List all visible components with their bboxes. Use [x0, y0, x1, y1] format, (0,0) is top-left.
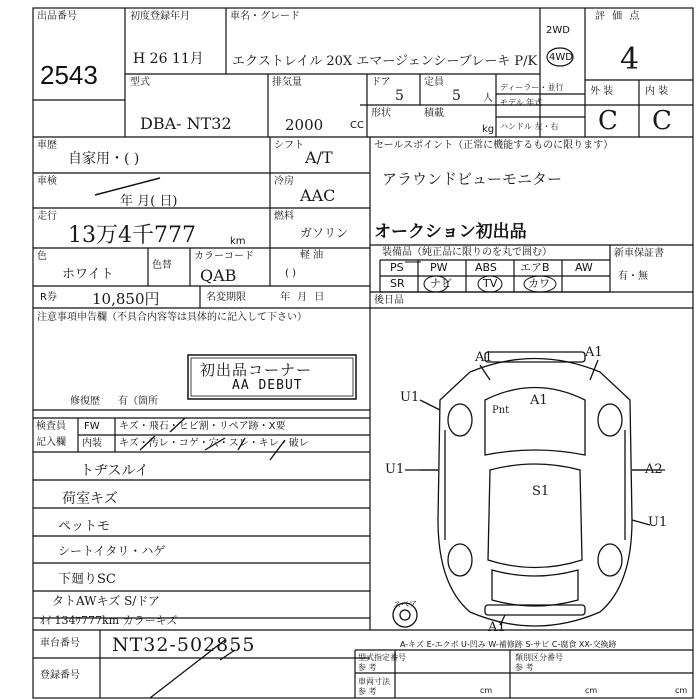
first-registration-label: 初度登録年月	[130, 11, 190, 22]
handle-label: ハンドル 左・右	[500, 122, 559, 131]
dealer-label: ディーラー・並行	[500, 83, 564, 92]
equip-kawa: カワ	[528, 277, 550, 290]
damage-legend: A-キズ E-エクボ U-凹み W-補修跡 S-サビ C-腐食 XX-交換跡	[400, 640, 617, 649]
model-year-label: モデル 年式	[500, 98, 543, 107]
mark-right-door: A2	[645, 462, 663, 477]
dimension-cm-1: cm	[480, 686, 493, 695]
equip-navi: ナビ	[430, 277, 452, 290]
equipment-label: 装備品（純正品に限りのを丸で囲む）	[382, 247, 552, 258]
shape-label: 形状	[371, 108, 391, 119]
drive-2wd: 2WD	[546, 25, 570, 36]
capacity-value: 5	[452, 88, 461, 104]
color-label: 色	[37, 251, 47, 262]
inspector-interior-label: 内装	[82, 438, 102, 449]
shift-value: A/T	[305, 148, 333, 167]
mileage-value: 13万4千777	[68, 223, 196, 248]
load-label: 積載	[424, 108, 444, 119]
doors-label: ドア	[371, 77, 391, 88]
color-code-label: カラーコード	[194, 251, 254, 262]
fuel-other: 軽 油	[300, 250, 324, 261]
model-label: 型式	[130, 77, 150, 88]
inspector-note-7: ｵｲ 134ﾜ777km カラーキズ	[40, 614, 178, 627]
history-value: 自家用・( )	[68, 151, 140, 167]
shaken-label: 車検	[37, 176, 57, 187]
capacity-unit: 人	[483, 93, 493, 104]
type-spec-label: 型式指定番号	[358, 653, 406, 662]
mark-roof: S1	[532, 484, 550, 499]
repair-history-value: 有（箇所	[118, 396, 158, 407]
dimension-cm-3: cm	[675, 686, 688, 695]
fuel-value: ガソリン	[300, 226, 349, 240]
type-class-ref: 参 考	[515, 663, 534, 672]
exterior-label: 外 装	[590, 86, 614, 97]
ac-label: 冷房	[274, 176, 294, 187]
color-value: ホワイト	[62, 267, 114, 282]
sales-point-value: アラウンドビューモニター	[382, 170, 563, 188]
rating-label: 評 価 点	[595, 11, 642, 22]
chassis-value: NT32-502855	[112, 634, 256, 656]
equip-aw: AW	[575, 261, 593, 274]
chassis-label: 車台番号	[40, 638, 80, 649]
inspector-note-3: ペットモ	[58, 519, 111, 534]
notes-label: 注意事項申告欄（不具合内容等は具体的に記入して下さい）	[37, 312, 307, 323]
interior-label: 内 装	[645, 86, 669, 97]
shaken-value: 年 月( 日)	[120, 194, 178, 209]
dimension-ref: 参 考	[358, 687, 377, 696]
equip-airbag: エアB	[520, 261, 550, 274]
inspector-fw-label: FW	[84, 421, 100, 432]
mark-rear: A1	[488, 620, 506, 635]
dimension-cm-2: cm	[585, 686, 598, 695]
mileage-label: 走行	[37, 211, 57, 222]
mileage-unit: km	[230, 236, 246, 247]
mark-right-rear: U1	[648, 515, 668, 530]
type-class-label: 類別区分番号	[515, 653, 563, 662]
drive-4wd: 4WD	[549, 52, 573, 63]
history-label: 車歴	[37, 140, 57, 151]
mark-paint: Pnt	[492, 405, 510, 416]
color-change-label: 色替	[152, 260, 172, 271]
load-unit: kg	[482, 124, 495, 135]
inspector-note-4: シートイタリ・ハゲ	[58, 544, 166, 558]
warranty-value: 有・無	[618, 271, 648, 282]
equip-ps: PS	[390, 261, 404, 274]
mark-left-front: U1	[400, 390, 420, 405]
inspector-note-1: トヂスルイ	[80, 463, 149, 479]
repair-history-label: 修復歴	[70, 396, 100, 407]
stamp-first-corner: 初出品コーナー	[200, 361, 313, 379]
inspector-fw-text: キズ・飛石・ヒビ割・リペア跡・X要	[119, 421, 286, 432]
shift-label: シフト	[274, 140, 304, 151]
displacement-unit: CC	[350, 120, 364, 131]
inspector-note-5: 下廻りSC	[58, 572, 116, 587]
equip-sr: SR	[390, 277, 405, 290]
dimension-label: 車両寸法	[358, 677, 390, 686]
displacement-label: 排気量	[272, 77, 302, 88]
mark-front-right: A1	[585, 345, 603, 360]
equip-tv: TV	[483, 277, 498, 290]
model-value: DBA- NT32	[140, 114, 232, 133]
name-change-label: 名変期限	[206, 292, 246, 303]
fuel-paren: ( )	[285, 268, 296, 279]
equip-pw: PW	[430, 261, 448, 274]
inspector-entry-label: 記入欄	[36, 437, 66, 448]
car-name-value: エクストレイル 20X エマージェンシーブレーキ P/K	[232, 54, 538, 69]
inspector-label: 検査員	[36, 421, 66, 432]
spare-label: スペア	[393, 600, 417, 609]
first-registration-value: H 26 11月	[133, 51, 204, 67]
lot-number-label: 出品番号	[37, 11, 77, 22]
recycle-label: R券	[40, 292, 57, 303]
interior-grade: C	[652, 106, 672, 136]
inspector-note-6: タトAWキズ S/ドア	[52, 594, 160, 608]
inspector-note-2: 荷室キズ	[62, 491, 118, 507]
recycle-value: 10,850円	[92, 290, 160, 308]
type-spec-ref: 参 考	[358, 663, 377, 672]
doors-value: 5	[395, 88, 404, 104]
exterior-grade: C	[598, 106, 618, 136]
ac-value: AAC	[300, 186, 336, 205]
stamp-aa-debut: AA DEBUT	[232, 378, 303, 393]
name-change-value: 年 月 日	[280, 292, 327, 303]
first-auction-banner: オークション初出品	[374, 222, 527, 242]
capacity-label: 定員	[424, 77, 444, 88]
mark-left-door: U1	[385, 462, 405, 477]
fuel-label: 燃料	[274, 211, 294, 222]
after-items-label: 後日品	[374, 295, 404, 306]
equip-abs: ABS	[475, 261, 497, 274]
warranty-label: 新車保証書	[614, 248, 664, 259]
lot-number: 2543	[40, 60, 98, 90]
registration-label: 登録番号	[40, 670, 80, 681]
sales-point-label: セールスポイント（正常に機能するものに限ります）	[374, 140, 614, 151]
displacement-value: 2000	[285, 116, 324, 134]
mark-front-left: A1	[475, 350, 493, 365]
mark-hood: A1	[530, 393, 548, 408]
car-name-label: 車名・グレード	[230, 11, 300, 22]
rating-value: 4	[620, 42, 640, 77]
inspector-interior-text: キズ・汚レ・コゲ・穴・スレ・キレ・破レ	[119, 438, 309, 449]
color-code-value: QAB	[200, 266, 237, 285]
